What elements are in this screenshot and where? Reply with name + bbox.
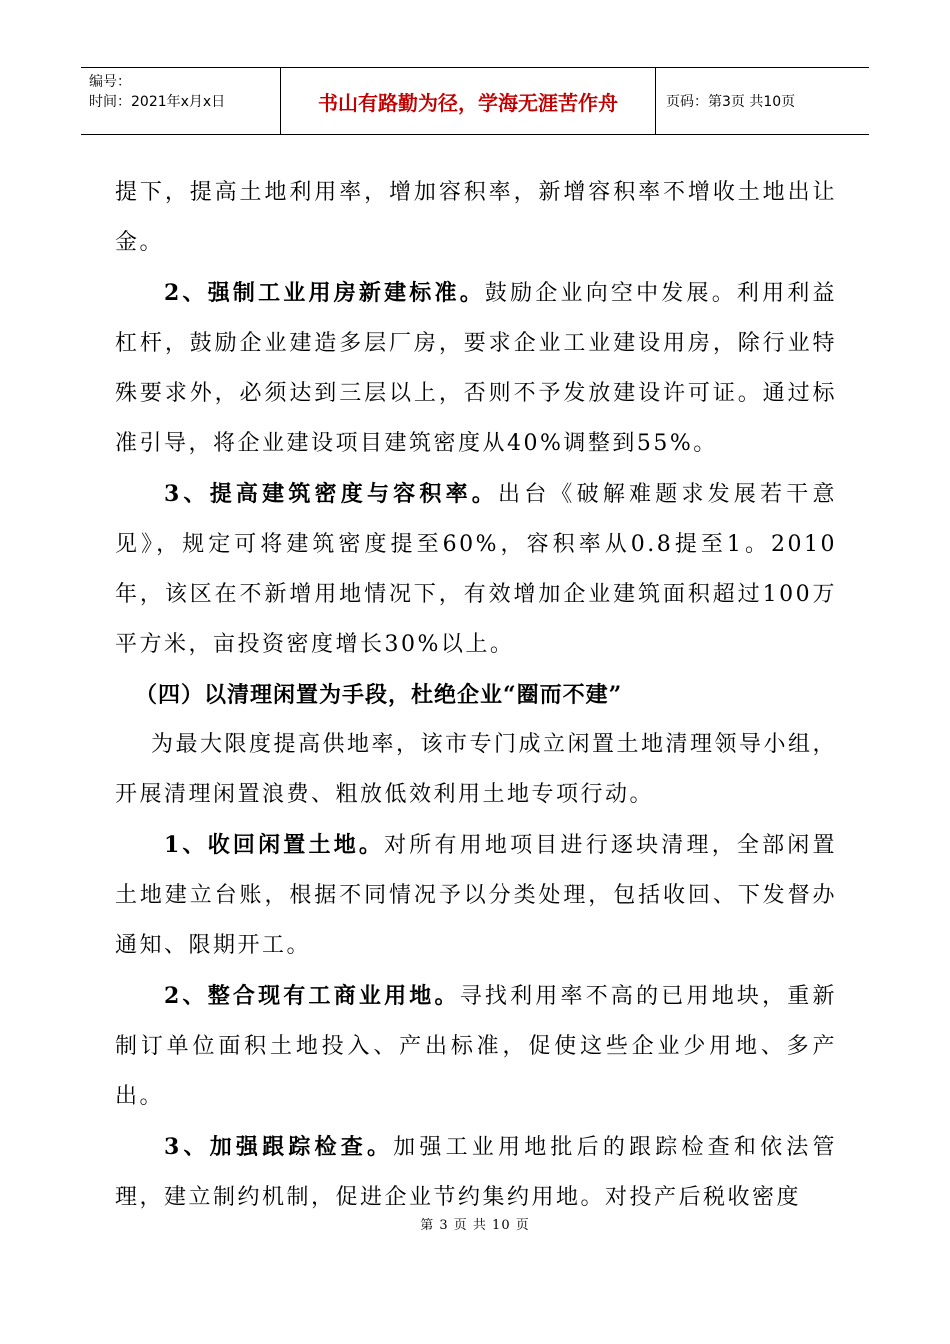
section-heading: （四）以清理闲置为手段，杜绝企业“圈而不建”	[135, 682, 623, 708]
paragraph-2-text: 鼓励企业向空中发展。利用利益杠杆，鼓励企业建造多层厂房，要求企业工业建设用房，除行业特殊要求外，必须达到三层以上，否则不予发放建设许可证。通过标准引导，将企业建设项目建筑密度从40%调整到55%。	[115, 281, 837, 456]
paragraph-6-title: 2、整合现有工商业用地。	[164, 983, 460, 1009]
paragraph-6-text: 寻找利用率不高的已用地块，重新制订单位面积土地投入、产出标准，促使这些企业少用地、多产出。	[115, 984, 837, 1109]
paragraph-3-title: 3、提高建筑密度与容积率。	[164, 481, 498, 507]
paragraph-5-text: 对所有用地项目进行逐块清理，全部闲置土地建立台账，根据不同情况予以分类处理，包括收回、下发督办通知、限期开工。	[115, 833, 837, 958]
header-motto: 书山有路勤为径，学海无涯苦作舟	[281, 68, 656, 134]
document-number-label: 编号：	[89, 74, 131, 90]
paragraph-6	[115, 971, 837, 1122]
paragraph-3-text: 出台《破解难题求发展若干意见》，规定可将建筑密度提至60%，容积率从0.8提至1。2010年，该区在不新增用地情况下，有效增加企业建筑面积超过100万平方米，亩投资密度增长30%以上。	[115, 482, 837, 657]
page-header	[81, 67, 869, 135]
paragraph-2	[115, 268, 837, 469]
header-page-info: 页码：第3页 共10页	[666, 94, 796, 110]
paragraph-2-title: 2、强制工业用房新建标准。	[164, 280, 485, 306]
header-meta	[81, 68, 281, 134]
paragraph-7-title: 3、加强跟踪检查。	[164, 1134, 394, 1160]
paragraph-7	[115, 1122, 837, 1223]
paragraph-5-title: 1、收回闲置土地。	[164, 832, 385, 858]
paragraph-7-text: 加强工业用地批后的跟踪检查和依法管理，建立制约机制，促进企业节约集约用地。对投产后税收密度	[115, 1135, 837, 1210]
paragraph-1: 提下，提高土地利用率，增加容积率，新增容积率不增收土地出让金。	[115, 180, 837, 255]
paragraph-5	[115, 820, 837, 971]
paragraph-3	[115, 469, 837, 670]
document-time: 时间：2021年x月x日	[89, 94, 226, 110]
page-footer: 第 3 页 共 10 页	[420, 1218, 530, 1233]
paragraph-4: 为最大限度提高供地率，该市专门成立闲置土地清理领导小组，开展清理闲置浪费、粗放低效利用土地专项行动。	[115, 732, 838, 807]
document-body	[115, 168, 837, 1223]
